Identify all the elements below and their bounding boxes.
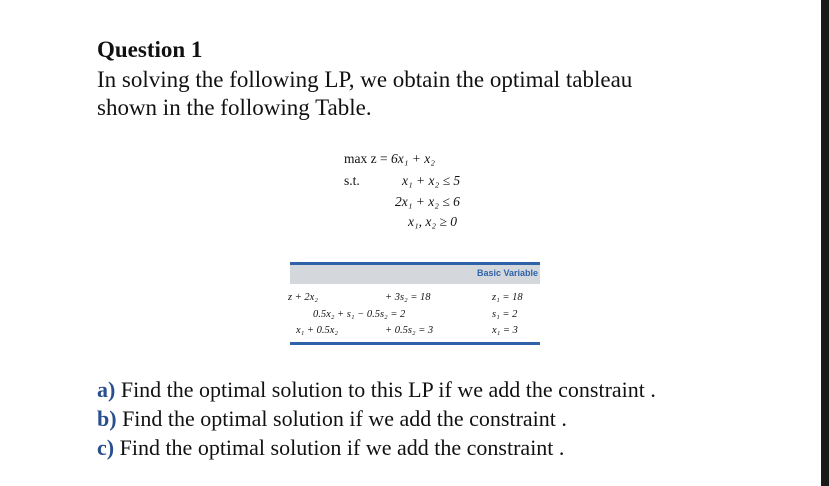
- question-a-text: Find the optimal solution to this LP if we add the constraint .: [115, 377, 656, 402]
- question-title: Question 1: [97, 37, 203, 62]
- window-edge: [821, 0, 829, 486]
- objective-expression: 6x₁ + x₂: [390, 151, 435, 166]
- question-intro-line-2: shown in the following Table.: [97, 95, 372, 120]
- table-row-2-basic: s₁ = 2: [492, 309, 518, 320]
- basic-variable-header: Basic Variable: [476, 268, 538, 278]
- lp-objective: [344, 150, 435, 168]
- question-a: [97, 376, 656, 403]
- constraint-2: 2x₁ + x₂ ≤ 6: [395, 194, 460, 209]
- question-b: [97, 405, 567, 432]
- question-b-text: Find the optimal solution if we add the constraint .: [116, 406, 567, 431]
- table-bottom-rule: [290, 342, 540, 345]
- question-c-label: c): [97, 435, 115, 460]
- question-a-label: a): [97, 377, 116, 402]
- question-c-text: Find the optimal solution if we add the constraint .: [114, 435, 565, 460]
- objective-label: max z =: [344, 151, 391, 166]
- table-row-1-right: + 3s₂ = 18: [385, 292, 431, 303]
- constraint-1: x₁ + x₂ ≤ 5: [402, 173, 461, 188]
- table-row-2-left: 0.5x₂ + s₁ − 0.5s₂ = 2: [313, 309, 406, 320]
- table-row-3-basic: x₁ = 3: [492, 325, 518, 336]
- nonnegativity-constraint: x₁, x₂ ≥ 0: [408, 214, 458, 229]
- table-row-3-left: x₁ + 0.5x₂: [296, 325, 339, 336]
- table-row-3-right: + 0.5s₂ = 3: [385, 325, 434, 336]
- question-c: [97, 434, 564, 461]
- question-intro-line-1: In solving the following LP, we obtain the optimal tableau: [97, 67, 633, 92]
- table-row-1-basic: z₁ = 18: [492, 292, 523, 303]
- st-label: s.t.: [344, 173, 360, 188]
- question-b-label: b): [97, 406, 117, 431]
- table-header: [290, 265, 540, 284]
- table-row-1-left: z + 2x₂: [288, 292, 318, 303]
